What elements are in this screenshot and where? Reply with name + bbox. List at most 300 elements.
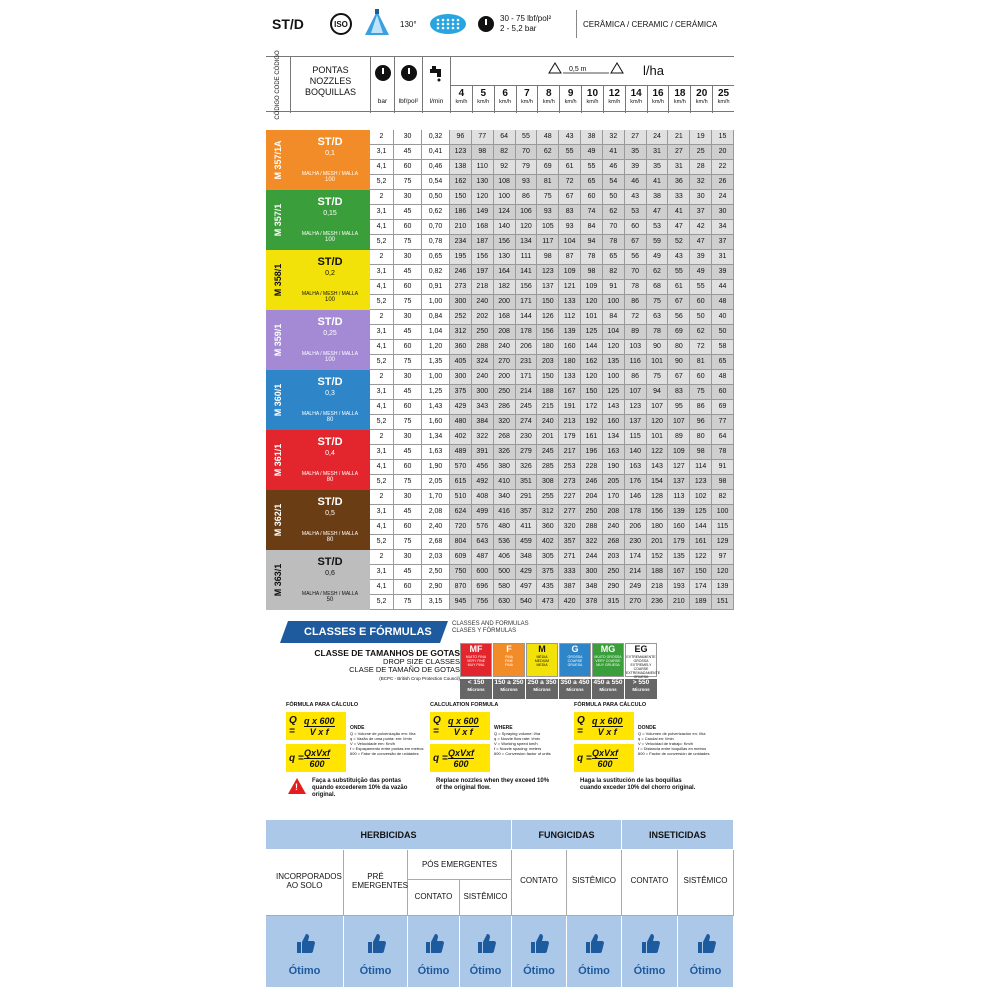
rating-cell: Ótimo (622, 916, 678, 988)
drop-classes-section (266, 617, 734, 699)
inset-sistemico-header: SISTÊMICO (678, 850, 734, 916)
table-cell: 75 (394, 175, 422, 190)
header (266, 0, 734, 48)
table-cell: 459 (516, 535, 538, 550)
table-cell: 77 (712, 415, 734, 430)
table-cell: 44 (712, 280, 734, 295)
speed-header-14: 14 km/h (625, 85, 647, 113)
table-cell: 24 (647, 130, 669, 145)
table-cell: 3,1 (370, 385, 394, 400)
formula-note: Faça a substituição das pontas quando excederem 10% da vazão original. (312, 778, 408, 798)
table-cell: 19 (690, 130, 712, 145)
table-cell: 343 (472, 400, 494, 415)
formula-title: FÓRMULA PARA CÁLCULO (574, 702, 647, 708)
table-cell: 3,1 (370, 265, 394, 280)
table-cell: 624 (450, 505, 472, 520)
table-cell: 250 (472, 325, 494, 340)
table-cell: 39 (712, 265, 734, 280)
table-row (370, 385, 734, 400)
table-cell: 250 (581, 505, 603, 520)
table-cell: 570 (450, 460, 472, 475)
table-cell: 55 (668, 265, 690, 280)
table-cell: 340 (494, 490, 516, 505)
table-cell: 180 (647, 520, 669, 535)
table-cell: 164 (494, 265, 516, 280)
table-cell: 77 (472, 130, 494, 145)
formula-Q: Q = $\frac{\text{q x 600}}{\text{V x f}}$ (430, 712, 490, 740)
table-cell: 46 (625, 175, 647, 190)
table-cell: 273 (450, 280, 472, 295)
table-cell: 1,43 (422, 400, 450, 415)
table-cell: 134 (603, 430, 625, 445)
table-cell: 137 (625, 415, 647, 430)
table-cell: 2,05 (422, 475, 450, 490)
table-cell: 78 (647, 325, 669, 340)
table-cell: 245 (516, 400, 538, 415)
table-cell: 20 (712, 145, 734, 160)
table-cell: 5,2 (370, 415, 394, 430)
table-cell: 75 (394, 235, 422, 250)
table-row (370, 550, 734, 565)
table-cell: 67 (625, 235, 647, 250)
table-cell: 75 (394, 595, 422, 610)
table-cell: 91 (603, 280, 625, 295)
table-cell: 98 (472, 145, 494, 160)
table-cell: 1,25 (422, 385, 450, 400)
table-cell: 49 (690, 265, 712, 280)
table-cell: 141 (516, 265, 538, 280)
table-cell: 406 (494, 550, 516, 565)
table-cell: 1,35 (422, 355, 450, 370)
rating-cell: Ótimo (512, 916, 567, 988)
table-row (370, 445, 734, 460)
table-cell: 108 (494, 175, 516, 190)
table-cell: 171 (516, 370, 538, 385)
table-cell: 69 (668, 325, 690, 340)
table-cell: 375 (450, 385, 472, 400)
table-row (370, 430, 734, 445)
table-cell: 391 (472, 445, 494, 460)
table-row (370, 415, 734, 430)
rate-unit: l/ha (643, 63, 664, 78)
table-row (370, 145, 734, 160)
table-cell: 21 (668, 130, 690, 145)
table-cell: 286 (494, 400, 516, 415)
formula-q: q = $\frac{\text{QxVxf}}{600}$ (286, 744, 346, 772)
table-cell: 48 (712, 370, 734, 385)
table-cell: 197 (472, 265, 494, 280)
thumbs-up-icon (366, 932, 386, 954)
table-cell: 98 (537, 250, 559, 265)
table-cell: 48 (712, 295, 734, 310)
nozzle-info: ST/D 0,25 MALHA / MESH / MALLA 100 (290, 310, 370, 370)
table-cell: 360 (537, 520, 559, 535)
table-cell: 106 (516, 205, 538, 220)
table-cell: 129 (712, 535, 734, 550)
table-cell: 4,1 (370, 160, 394, 175)
table-cell: 43 (559, 130, 581, 145)
table-cell: 38 (581, 130, 603, 145)
table-cell: 60 (690, 370, 712, 385)
table-cell: 74 (581, 205, 603, 220)
table-cell: 2,03 (422, 550, 450, 565)
table-cell: 134 (516, 235, 538, 250)
inset-contato-header: CONTATO (622, 850, 678, 916)
table-cell: 40 (712, 310, 734, 325)
table-cell: 123 (450, 145, 472, 160)
table-cell: 111 (516, 250, 538, 265)
table-cell: 416 (494, 505, 516, 520)
table-cell: 55 (690, 280, 712, 295)
speed-header-25: 25 km/h (712, 85, 734, 113)
table-cell: 195 (450, 250, 472, 265)
formula-title: FÓRMULA PARA CÁLCULO (286, 702, 359, 708)
table-row (370, 535, 734, 550)
table-cell: 80 (668, 340, 690, 355)
table-cell: 326 (494, 445, 516, 460)
table-cell: 179 (668, 535, 690, 550)
table-cell: 75 (394, 355, 422, 370)
table-cell: 253 (559, 460, 581, 475)
table-cell: 218 (472, 280, 494, 295)
table-cell: 510 (450, 490, 472, 505)
table-cell: 55 (581, 160, 603, 175)
table-cell: 360 (450, 340, 472, 355)
table-cell: 160 (559, 340, 581, 355)
table-cell: 36 (668, 175, 690, 190)
table-cell: 37 (690, 205, 712, 220)
nozzle-code: M 357/1 (266, 190, 290, 250)
table-cell: 3,1 (370, 325, 394, 340)
table-cell: 387 (559, 580, 581, 595)
drop-class-microns: 350 a 450 Microns (559, 679, 591, 699)
nozzle-info: ST/D 0,15 MALHA / MESH / MALLA 100 (290, 190, 370, 250)
table-cell: 196 (581, 445, 603, 460)
table-cell: 4,1 (370, 400, 394, 415)
cone-spray-icon (362, 9, 392, 39)
table-cell: 4,1 (370, 280, 394, 295)
table-cell: 193 (668, 580, 690, 595)
table-cell: 5,2 (370, 355, 394, 370)
table-cell: 60 (394, 340, 422, 355)
table-row (370, 370, 734, 385)
formula-block (266, 702, 424, 812)
table-cell: 33 (668, 190, 690, 205)
table-row (370, 220, 734, 235)
table-cell: 5,2 (370, 475, 394, 490)
table-cell: 210 (450, 220, 472, 235)
table-cell: 49 (581, 145, 603, 160)
table-cell: 58 (712, 340, 734, 355)
table-row (370, 355, 734, 370)
table-cell: 2 (370, 550, 394, 565)
table-cell: 130 (494, 250, 516, 265)
table-cell: 150 (537, 295, 559, 310)
drop-size-title: CLASSE DE TAMANHOS DE GOTAS DROP SIZE CLASSES CLASE DE TAMAÑO DE GOTAS (BCPC - British Crop Protection Council) (314, 648, 460, 681)
drop-class-microns: > 550 Microns (625, 679, 657, 699)
drop-class-microns: < 150 Microns (460, 679, 492, 699)
table-cell: 375 (537, 565, 559, 580)
table-cell: 609 (450, 550, 472, 565)
table-cell: 188 (537, 385, 559, 400)
table-cell: 133 (559, 295, 581, 310)
table-cell: 62 (603, 205, 625, 220)
table-cell: 168 (494, 310, 516, 325)
table-cell: 0,78 (422, 235, 450, 250)
formula-q: q = $\frac{\text{QxVxf}}{600}$ (430, 744, 490, 772)
table-cell: 90 (668, 355, 690, 370)
table-cell: 61 (668, 280, 690, 295)
table-cell: 201 (537, 430, 559, 445)
table-cell: 274 (516, 415, 538, 430)
table-cell: 31 (647, 145, 669, 160)
nozzle-code: M 359/1 (266, 310, 290, 370)
speed-header-6: 6 km/h (494, 85, 516, 113)
table-cell: 178 (516, 325, 538, 340)
drop-class-microns: 450 a 550 Microns (592, 679, 624, 699)
table-cell: 285 (537, 460, 559, 475)
table-cell: 231 (516, 355, 538, 370)
table-cell: 288 (581, 520, 603, 535)
table-cell: 93 (559, 220, 581, 235)
table-cell: 45 (394, 505, 422, 520)
table-cell: 69 (712, 400, 734, 415)
table-cell: 150 (690, 565, 712, 580)
table-cell: 32 (603, 130, 625, 145)
drop-class-eg: EG EXTREMAMENTE GROSSA EXTREMELY COARSE EXTREMADAMENTE GRUESA (626, 644, 661, 679)
spray-angle: 130° (400, 19, 417, 29)
drop-class-microns: 250 a 350 Microns (526, 679, 558, 699)
table-cell: 59 (647, 235, 669, 250)
table-cell: 109 (668, 445, 690, 460)
table-row (370, 160, 734, 175)
table-cell: 357 (559, 535, 581, 550)
table-cell: 200 (494, 295, 516, 310)
table-cell: 135 (668, 550, 690, 565)
table-cell: 122 (690, 550, 712, 565)
table-cell: 240 (472, 370, 494, 385)
nozzle-code: M 361/1 (266, 430, 290, 490)
rating-cell: Ótimo (460, 916, 512, 988)
table-cell: 121 (559, 280, 581, 295)
table-cell: 300 (581, 565, 603, 580)
table-cell: 127 (668, 460, 690, 475)
table-cell: 45 (394, 445, 422, 460)
table-row (370, 580, 734, 595)
table-row (370, 565, 734, 580)
table-cell: 43 (625, 190, 647, 205)
table-cell: 97 (712, 550, 734, 565)
flow-column-header: l/min (422, 57, 450, 113)
table-cell: 32 (690, 175, 712, 190)
table-row (370, 520, 734, 535)
table-cell: 110 (472, 160, 494, 175)
table-cell: 38 (647, 190, 669, 205)
table-cell: 140 (494, 220, 516, 235)
table-cell: 67 (668, 295, 690, 310)
table-cell: 93 (537, 205, 559, 220)
table-cell: 144 (516, 310, 538, 325)
nozzle-info: ST/D 0,4 MALHA / MESH / MALLA 80 (290, 430, 370, 490)
table-cell: 156 (647, 505, 669, 520)
table-cell: 52 (668, 235, 690, 250)
table-cell: 182 (494, 280, 516, 295)
table-cell: 0,32 (422, 130, 450, 145)
table-cell: 120 (712, 565, 734, 580)
table-cell: 2 (370, 250, 394, 265)
table-cell: 47 (668, 220, 690, 235)
spacing-icon (547, 59, 637, 83)
table-cell: 30 (712, 205, 734, 220)
nozzle-label-en: NOZZLES (309, 76, 352, 86)
table-cell: 2 (370, 370, 394, 385)
table-cell: 45 (394, 265, 422, 280)
table-cell: 83 (559, 205, 581, 220)
fung-sistemico-header: SISTÊMICO (567, 850, 622, 916)
formula-note: Replace nozzles when they exceed 10% of the original flow. (436, 778, 550, 791)
table-cell: 139 (668, 505, 690, 520)
table-cell: 179 (559, 430, 581, 445)
fungicidas-header: FUNGICIDAS (512, 820, 622, 850)
rating-cell: Ótimo (266, 916, 344, 988)
table-cell: 49 (647, 250, 669, 265)
table-cell: 203 (603, 550, 625, 565)
table-cell: 250 (603, 565, 625, 580)
table-cell: 50 (712, 325, 734, 340)
table-cell: 61 (559, 160, 581, 175)
table-cell: 473 (537, 595, 559, 610)
classes-banner: CLASSES E FÓRMULAS (280, 621, 448, 643)
speed-header-8: 8 km/h (537, 85, 559, 113)
speed-header-7: 7 km/h (516, 85, 538, 113)
table-cell: 55 (516, 130, 538, 145)
product-sheet (266, 0, 734, 1000)
table-cell: 756 (472, 595, 494, 610)
table-header (266, 50, 734, 120)
table-cell: 1,00 (422, 295, 450, 310)
table-cell: 30 (394, 310, 422, 325)
table-cell: 104 (603, 325, 625, 340)
table-cell: 116 (625, 355, 647, 370)
table-cell: 41 (647, 175, 669, 190)
table-cell: 213 (559, 415, 581, 430)
gauge-icon (375, 65, 391, 81)
table-cell: 167 (559, 385, 581, 400)
table-cell: 326 (516, 460, 538, 475)
table-cell: 163 (625, 460, 647, 475)
table-cell: 86 (690, 400, 712, 415)
table-row (370, 280, 734, 295)
table-cell: 870 (450, 580, 472, 595)
table-cell: 123 (537, 265, 559, 280)
table-cell: 300 (450, 295, 472, 310)
table-cell: 348 (516, 550, 538, 565)
table-cell: 5,2 (370, 535, 394, 550)
table-cell: 35 (647, 160, 669, 175)
speed-header-16: 16 km/h (647, 85, 669, 113)
table-cell: 53 (625, 205, 647, 220)
table-cell: 95 (668, 400, 690, 415)
table-cell: 380 (494, 460, 516, 475)
table-cell: 109 (559, 265, 581, 280)
table-cell: 90 (647, 340, 669, 355)
herbicidas-header: HERBICIDAS (266, 820, 512, 850)
nozzle-column-header (290, 57, 370, 113)
table-cell: 55 (559, 145, 581, 160)
table-cell: 214 (516, 385, 538, 400)
table-cell: 720 (450, 520, 472, 535)
table-cell: 0,65 (422, 250, 450, 265)
table-cell: 126 (537, 310, 559, 325)
bar-column-header: bar (370, 57, 394, 113)
table-cell: 45 (394, 325, 422, 340)
drop-class-m: M MÉDIA MEDIUM MEDIA (526, 643, 558, 677)
speed-header-20: 20 km/h (690, 85, 712, 113)
table-cell: 580 (494, 580, 516, 595)
table-cell: 4,1 (370, 340, 394, 355)
table-cell: 174 (690, 580, 712, 595)
code-column-header: CÓDIGO CODE CÓDIGO (275, 50, 281, 120)
table-cell: 171 (516, 295, 538, 310)
table-cell: 230 (625, 535, 647, 550)
table-cell: 945 (450, 595, 472, 610)
table-cell: 30 (394, 250, 422, 265)
table-cell: 2,50 (422, 565, 450, 580)
table-cell: 201 (647, 535, 669, 550)
nozzle-code: M 363/1 (266, 550, 290, 610)
table-cell: 187 (472, 235, 494, 250)
table-cell: 39 (690, 250, 712, 265)
thumbs-up-icon (640, 932, 660, 954)
rating-cell: Ótimo (344, 916, 408, 988)
inseticidas-header: INSETICIDAS (622, 820, 734, 850)
table-cell: 101 (647, 430, 669, 445)
table-cell: 2 (370, 310, 394, 325)
table-cell: 60 (394, 280, 422, 295)
table-cell: 234 (450, 235, 472, 250)
table-cell: 79 (516, 160, 538, 175)
table-cell: 139 (559, 325, 581, 340)
table-cell: 0,84 (422, 310, 450, 325)
flow-rate-table (266, 130, 734, 608)
nozzle-group (266, 490, 370, 550)
table-cell: 357 (516, 505, 538, 520)
drop-class-g: G GROSSA COARSE GRUESA (559, 643, 591, 677)
table-row (370, 490, 734, 505)
table-cell: 643 (472, 535, 494, 550)
table-cell: 68 (647, 280, 669, 295)
table-cell: 5,2 (370, 595, 394, 610)
table-cell: 27 (668, 145, 690, 160)
table-cell: 34 (712, 220, 734, 235)
table-cell: 244 (581, 550, 603, 565)
table-cell: 271 (559, 550, 581, 565)
pos-contato-header: CONTATO (408, 880, 460, 916)
table-cell: 0,70 (422, 220, 450, 235)
table-cell: 144 (581, 340, 603, 355)
table-cell: 172 (581, 400, 603, 415)
table-cell: 130 (472, 175, 494, 190)
table-cell: 0,46 (422, 160, 450, 175)
table-cell: 2,68 (422, 535, 450, 550)
table-cell: 149 (472, 205, 494, 220)
table-cell: 160 (603, 415, 625, 430)
spacing-value: 0,5 m (569, 66, 587, 73)
pressure-lbf: 30 - 75 lbf/pol² (500, 14, 552, 23)
table-cell: 3,1 (370, 445, 394, 460)
table-cell: 125 (581, 325, 603, 340)
table-cell: 487 (472, 550, 494, 565)
